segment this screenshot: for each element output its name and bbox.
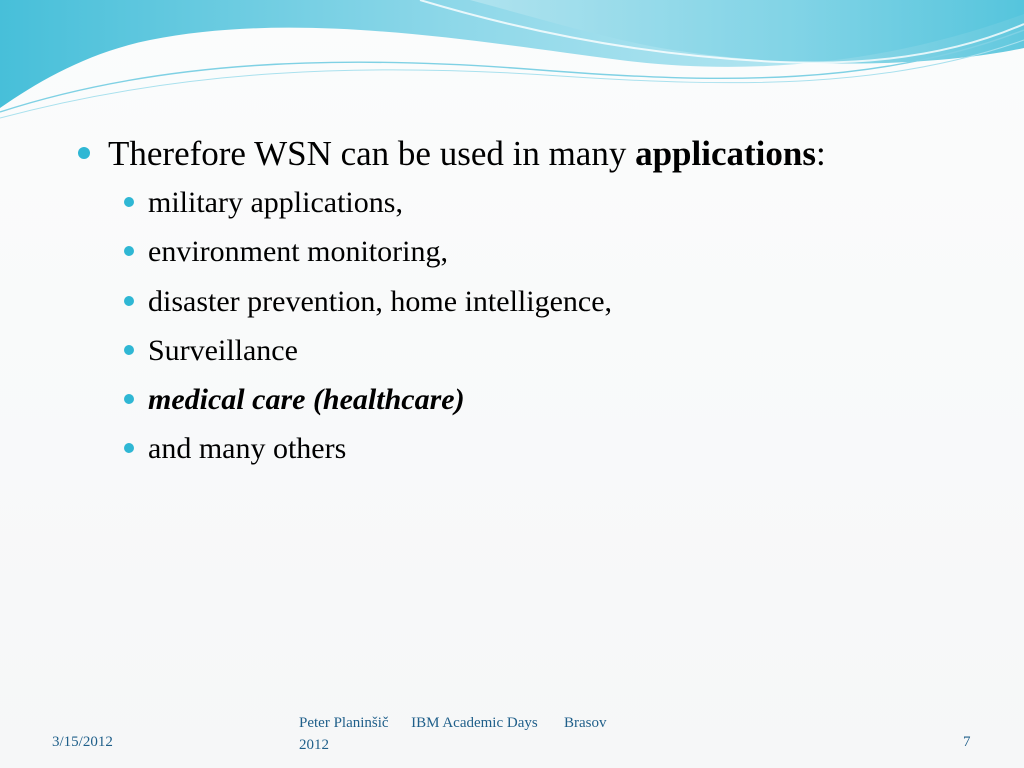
footer-line-1: Peter Planinšič IBM Academic Days Brasov xyxy=(299,715,607,731)
bullet-dot-icon xyxy=(124,246,134,256)
bullet-dot-icon xyxy=(124,345,134,355)
main-bullet-bold-word: applications xyxy=(635,134,816,173)
bullet-dot-icon xyxy=(78,147,90,159)
main-bullet-text xyxy=(108,130,826,178)
main-bullet xyxy=(78,130,978,178)
sub-bullet-text: Surveillance xyxy=(148,333,298,367)
bullet-dot-icon xyxy=(124,443,134,453)
sub-bullet-item xyxy=(124,424,978,473)
sub-bullet-text: military applications, xyxy=(148,186,403,219)
sub-bullet-text-emphasized: medical care (healthcare) xyxy=(148,383,465,417)
bullet-dot-icon xyxy=(124,394,134,404)
footer-page-number: 7 xyxy=(963,734,971,750)
sub-bullet-text: and many others xyxy=(148,432,347,466)
bullet-dot-icon xyxy=(124,197,134,207)
sub-bullet-item xyxy=(124,326,978,375)
bullet-dot-icon xyxy=(124,296,134,306)
footer-presenter-info xyxy=(299,712,679,756)
main-bullet-prefix: Therefore WSN can be used in many xyxy=(108,134,636,173)
sub-bullet-item xyxy=(124,227,978,276)
main-bullet-suffix: : xyxy=(815,134,826,173)
sub-bullet-item xyxy=(124,375,978,424)
sub-bullet-list xyxy=(78,178,978,474)
decorative-wave-banner xyxy=(0,0,1024,130)
sub-bullet-text: environment monitoring, xyxy=(148,235,448,269)
sub-bullet-item xyxy=(124,178,978,227)
footer-date: 3/15/2012 xyxy=(52,734,113,750)
sub-bullet-text: disaster prevention, home intelligence, xyxy=(148,284,613,318)
slide-content xyxy=(78,130,978,474)
sub-bullet-item xyxy=(124,277,978,326)
footer-line-2: 2012 xyxy=(299,737,329,753)
